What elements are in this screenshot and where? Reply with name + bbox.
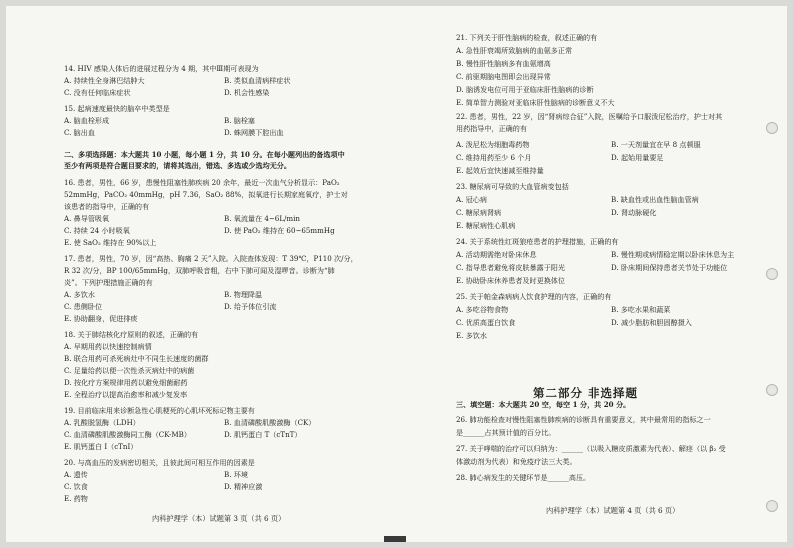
option-text: D. 减少脂肪和胆固醇摄入: [611, 318, 692, 327]
option-text: C. 维持用药至少 6 个月: [456, 153, 532, 162]
question-line: 体激动剂为代表）和免疫疗法三大类。: [456, 457, 577, 466]
question-line: 用药指导中，正确的有: [456, 124, 527, 133]
option-row: [456, 195, 766, 205]
question-line: 23. 糖尿病可导致的大血管病变包括: [456, 182, 569, 191]
question-line: E. 全程治疗以提高治愈率和减少复发率: [64, 390, 188, 399]
option-row: [456, 305, 766, 315]
option-row: [64, 482, 384, 492]
question-line: 15. 起病速度最快的脑卒中类型是: [64, 104, 170, 113]
question-line: 21. 下列关于肝性脑病的检查，叙述正确的有: [456, 33, 598, 42]
option-row: [456, 140, 766, 150]
option-text: B. 氧流量在 4~6L/min: [224, 214, 300, 223]
option-row: [64, 88, 384, 98]
question-line: 26. 肺功能检查对慢性阻塞性肺疾病的诊断具有重要意义，其中最常用的指标之一: [456, 415, 711, 424]
question-line: E. 简单智力测验对亚临床肝性脑病的诊断意义不大: [456, 98, 615, 107]
question-line: 25. 关于帕金森病病人饮食护理的内容，正确的有: [456, 292, 612, 301]
binding-hole: [766, 122, 778, 134]
option-text: B. 缺血性或出血性脑血管病: [611, 195, 699, 204]
option-row: [456, 263, 766, 273]
question-line: B. 慢性肝性脑病多有血氨增高: [456, 59, 551, 68]
question-line: 28. 肺心病发生的关键环节是______高压。: [456, 473, 591, 482]
option-row: [64, 214, 384, 224]
question-line: E. 多饮水: [456, 331, 487, 340]
question-line: E. 药物: [64, 494, 88, 503]
scan-mark: [384, 536, 406, 542]
option-text: D. 给予体位引流: [224, 302, 277, 311]
option-row: [64, 76, 384, 86]
question-line: A. 早期用药以快速控制病情: [64, 342, 152, 351]
option-text: A. 鼻导管吸氧: [64, 214, 110, 223]
option-text: B. 一天剂量宜在早 8 点顿服: [611, 140, 701, 149]
option-text: C. 优质高蛋白饮食: [456, 318, 516, 327]
question-line: C. 前驱期脑电图即会出现异常: [456, 72, 551, 81]
question-line: 19. 目前临床用来诊断急性心肌梗死的心肌坏死标记物主要有: [64, 406, 255, 415]
left-footer: 内科护理学（本）试题第 3 页（共 6 页）: [152, 514, 286, 523]
option-text: C. 血清磷酸肌酸激酶同工酶（CK-MB）: [64, 430, 191, 439]
option-text: C. 指导患者避免将皮肤暴露于阳光: [456, 263, 565, 272]
option-text: D. 机会性感染: [224, 88, 270, 97]
option-row: [456, 208, 766, 218]
question-line: R 32 次/分，BP 100/65mmHg，双肺呼吸音粗，右中下肺可闻及湿啰音。诊断为“肺: [64, 266, 335, 275]
option-text: B. 慢性期或病情稳定期以卧床休息为主: [611, 250, 735, 259]
option-row: [64, 430, 384, 440]
question-line: 52mmHg，PaCO₂ 40mmHg，pH 7.36，SaO₂ 88%，拟氧进行长期家庭氧疗，护士对: [64, 190, 348, 199]
option-row: [64, 418, 384, 428]
question-line: 20. 与高血压的发病密切相关，且彼此间可相互作用的因素是: [64, 458, 255, 467]
option-row: [64, 302, 384, 312]
option-text: D. 精神应激: [224, 482, 263, 491]
option-text: C. 持续 24 小时吸氧: [64, 226, 130, 235]
option-text: D. 卧床期间保持患者关节处于功能位: [611, 263, 728, 272]
option-text: A. 泼尼松为细胞毒药物: [456, 140, 530, 149]
question-line: D. 脑诱发电位可用于亚临床肝性脑病的诊断: [456, 85, 594, 94]
binding-hole: [766, 268, 778, 280]
option-text: C. 糖尿病肾病: [456, 208, 502, 217]
option-row: [456, 250, 766, 260]
option-text: A. 脑血栓形成: [64, 116, 110, 125]
question-line: 16. 患者，男性，66 岁，患慢性阻塞性肺疾病 20 余年，最近一次血气分析显示：PaO₂: [64, 178, 340, 187]
option-text: C. 患侧卧位: [64, 302, 103, 311]
option-text: A. 乳酸脱氢酶（LDH）: [64, 418, 140, 427]
option-text: D. 肾动脉硬化: [611, 208, 657, 217]
binding-hole: [766, 384, 778, 396]
option-text: C. 脑出血: [64, 128, 95, 137]
section-heading: 二、多项选择题：本大题共 10 小题，每小题 1 分，共 10 分。在每小题列出的备选项中: [64, 150, 345, 159]
option-row: [64, 470, 384, 480]
option-text: B. 多吃水果和蔬菜: [611, 305, 671, 314]
option-text: B. 环境: [224, 470, 248, 479]
question-line: 27. 关于哮喘的治疗可以归纳为：______（以吸入糖皮质激素为代表）、解痉（以 β₂ 受: [456, 444, 726, 453]
question-line: E. 协助翻身，促进排痰: [64, 314, 138, 323]
option-text: A. 活动期需绝对卧床休息: [456, 250, 537, 259]
option-text: D. 起始用量要足: [611, 153, 664, 162]
option-row: [64, 128, 384, 138]
question-line: E. 肌钙蛋白 I（cTnI）: [64, 442, 138, 451]
question-line: 炎”。下列护理措施正确的有: [64, 278, 153, 287]
option-text: D. 肌钙蛋白 T（cTnT）: [224, 430, 302, 439]
option-text: A. 多饮水: [64, 290, 95, 299]
exam-sheet: [6, 6, 787, 542]
question-line: 22. 患者，男性，22 岁，因“肾病综合征”入院，医嘱给予口服泼尼松治疗，护士对其: [456, 112, 723, 121]
option-text: B. 脑栓塞: [224, 116, 256, 125]
question-line: B. 联合用药可杀死病灶中不同生长速度的菌群: [64, 354, 209, 363]
question-line: A. 急性肝衰竭所致脑病的血氨多正常: [456, 46, 573, 55]
question-line: 24. 关于系统性红斑狼疮患者的护理措施，正确的有: [456, 237, 619, 246]
section-heading: 三、填空题：本大题共 20 空，每空 1 分，共 20 分。: [456, 400, 631, 409]
option-row: [64, 290, 384, 300]
binding-hole: [766, 500, 778, 512]
option-row: [64, 226, 384, 236]
option-text: C. 没有任何临床症状: [64, 88, 131, 97]
question-line: E. 使 SaO₂ 维持在 90%以上: [64, 238, 157, 247]
option-text: A. 遗传: [64, 470, 88, 479]
part-two-title: 第二部分 非选择题: [533, 386, 639, 400]
question-line: 17. 患者，男性，70 岁，因“高热、胸痛 2 天”入院。入院查体发现：T 39℃，P110 次/分，: [64, 254, 358, 263]
question-line: E. 糖尿病性心肌病: [456, 221, 516, 230]
question-line: 是______占其预计值的百分比。: [456, 428, 556, 437]
question-line: E. 协助卧床休养患者及时更换体位: [456, 276, 565, 285]
option-text: D. 蛛网膜下腔出血: [224, 128, 284, 137]
question-line: D. 按化疗方案规律用药以避免细菌耐药: [64, 378, 188, 387]
question-line: 14. HIV 感染人体后的进展过程分为 4 期，其中Ⅲ期可表现为: [64, 64, 259, 73]
option-text: A. 多吃谷物食物: [456, 305, 509, 314]
option-text: C. 饮食: [64, 482, 88, 491]
option-text: D. 使 PaO₂ 维持在 60~65mmHg: [224, 226, 335, 235]
option-text: B. 血清磷酸肌酸激酶（CK）: [224, 418, 316, 427]
question-line: C. 足量给药以便一次性杀灭病灶中的病菌: [64, 366, 195, 375]
option-text: B. 物理降温: [224, 290, 263, 299]
question-line: 18. 关于肺结核化疗原则的叙述，正确的有: [64, 330, 199, 339]
section-heading: 至少有两项是符合题目要求的，请将其选出，错选、多选或少选均无分。: [64, 161, 291, 170]
right-footer: 内科护理学（本）试题第 4 页（共 6 页）: [546, 506, 680, 515]
option-text: A. 持续性全身淋巴结肿大: [64, 76, 145, 85]
option-row: [456, 153, 766, 163]
option-text: A. 冠心病: [456, 195, 487, 204]
option-row: [64, 116, 384, 126]
question-line: 该患者的指导中，正确的有: [64, 202, 150, 211]
question-line: E. 起效后宜快速减至维持量: [456, 166, 544, 175]
option-row: [456, 318, 766, 328]
option-text: B. 类似血清病样症状: [224, 76, 291, 85]
